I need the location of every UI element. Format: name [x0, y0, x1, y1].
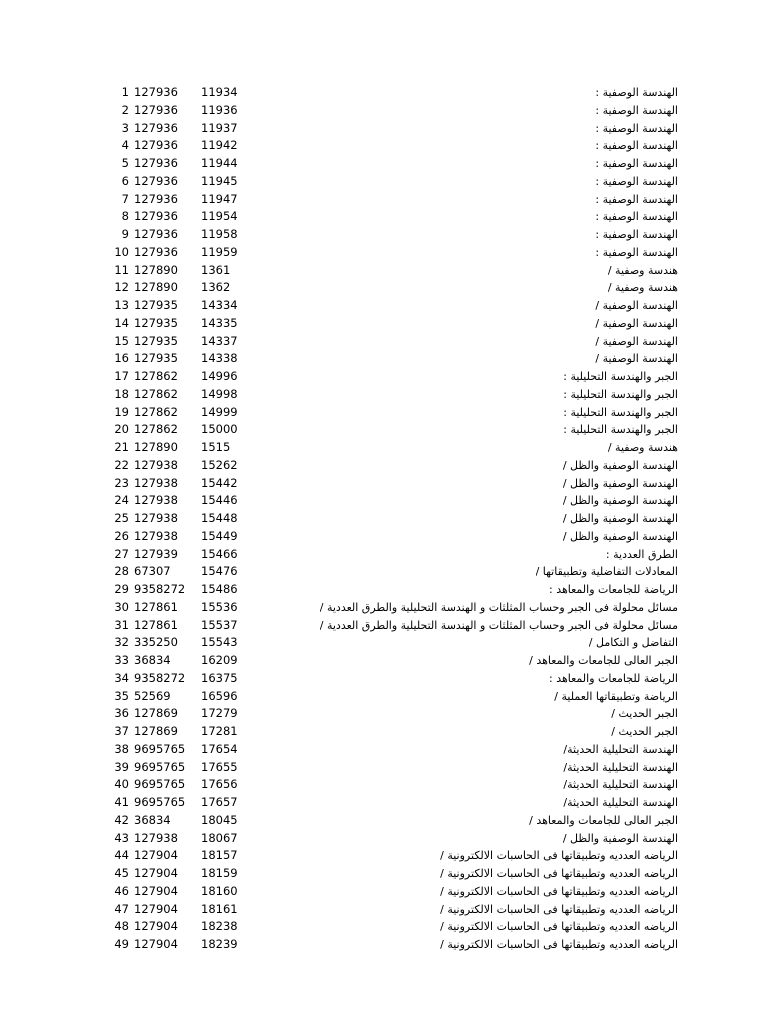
table-row	[0, 333, 768, 351]
row-number: 23	[114, 475, 129, 490]
record-code: 127936	[134, 244, 178, 259]
record-code: 9695765	[134, 777, 186, 792]
record-code: 9358272	[134, 582, 186, 596]
book-title: الهندسة الوصفية :	[595, 210, 678, 224]
book-title: الهندسة الوصفية والظل /	[562, 512, 678, 525]
record-code: 127904	[134, 937, 178, 951]
book-title: هندسة وصفية /	[607, 441, 678, 454]
accession-number: 18067	[201, 830, 238, 845]
row-number: 40	[114, 777, 129, 792]
record-code: 127904	[134, 883, 178, 898]
book-title: الهندسة الوصفية والظل /	[562, 529, 678, 543]
accession-number: 14999	[201, 404, 238, 419]
record-code: 127938	[134, 511, 178, 525]
book-title: الجبر والهندسة التحليلية :	[563, 423, 678, 437]
accession-number: 1515	[201, 440, 231, 454]
book-title: الرياضه العدديه وتطبيقاتها فى الحاسبات الالكترونية /	[440, 902, 678, 916]
book-title: الرياضه العدديه وتطبيقاتها فى الحاسبات الالكترونية /	[440, 849, 678, 863]
accession-number: 18045	[201, 812, 238, 827]
record-code: 127936	[134, 209, 178, 224]
table-row	[0, 776, 768, 794]
table-row	[0, 84, 768, 102]
table-row	[0, 155, 768, 173]
accession-number: 18161	[201, 901, 238, 916]
row-number: 35	[114, 688, 129, 703]
record-code: 36834	[134, 653, 171, 667]
book-title: الهندسة الوصفية :	[595, 86, 678, 99]
accession-number: 17657	[201, 795, 238, 809]
row-number: 7	[121, 191, 129, 206]
row-number: 33	[114, 653, 129, 667]
row-number: 21	[114, 440, 129, 454]
accession-number: 17655	[201, 759, 238, 774]
record-code: 127861	[134, 617, 178, 632]
table-row	[0, 634, 768, 652]
book-title: الرياضة للجامعات والمعاهد :	[549, 583, 678, 596]
row-number: 14	[114, 315, 129, 330]
row-number: 42	[114, 812, 129, 827]
table-row	[0, 226, 768, 244]
accession-number: 14337	[201, 333, 238, 348]
table-row	[0, 315, 768, 333]
table-row	[0, 794, 768, 812]
record-code: 9695765	[134, 741, 186, 756]
accession-number: 15442	[201, 475, 238, 490]
book-title: هندسة وصفية /	[607, 281, 678, 295]
table-row	[0, 404, 768, 422]
table-row	[0, 421, 768, 439]
table-row	[0, 759, 768, 777]
table-row	[0, 191, 768, 209]
book-title: الهندسة الوصفية /	[595, 334, 678, 348]
book-title: الرياضه العدديه وتطبيقاتها فى الحاسبات الالكترونية /	[440, 938, 678, 951]
record-code: 127936	[134, 85, 178, 99]
book-title: الرياضه العدديه وتطبيقاتها فى الحاسبات الالكترونية /	[440, 867, 678, 880]
record-code: 127938	[134, 830, 178, 845]
book-title: الجبر الحديث /	[611, 707, 678, 721]
record-code: 67307	[134, 564, 171, 579]
accession-number: 17654	[201, 741, 238, 756]
book-title: الهندسة التحليلية الحديثة/	[563, 742, 678, 756]
table-row	[0, 528, 768, 546]
row-number: 47	[114, 901, 129, 916]
accession-number: 15448	[201, 511, 238, 525]
accession-number: 14338	[201, 351, 238, 366]
accession-number: 15486	[201, 582, 238, 596]
record-code: 127904	[134, 866, 178, 880]
book-title: الهندسة الوصفية /	[595, 316, 678, 330]
row-number: 32	[114, 635, 129, 650]
book-title: الهندسة الوصفية :	[595, 245, 678, 259]
accession-number: 15537	[201, 617, 238, 632]
accession-number: 11944	[201, 156, 238, 170]
record-code: 127938	[134, 528, 178, 543]
row-number: 13	[114, 298, 129, 312]
accession-number: 11936	[201, 102, 238, 117]
record-code: 335250	[134, 635, 178, 650]
book-title: الهندسة الوصفية والظل /	[562, 458, 678, 472]
table-row	[0, 865, 768, 883]
record-code: 127935	[134, 351, 178, 366]
book-title: الهندسة التحليلية الحديثة/	[563, 778, 678, 792]
row-number: 48	[114, 919, 129, 934]
accession-number: 17281	[201, 724, 238, 738]
row-number: 6	[121, 173, 129, 188]
table-row	[0, 581, 768, 599]
record-code: 127939	[134, 546, 178, 561]
table-row	[0, 279, 768, 297]
table-row	[0, 244, 768, 262]
table-row	[0, 883, 768, 901]
row-number: 8	[121, 209, 129, 224]
record-code: 127861	[134, 599, 178, 614]
row-number: 22	[114, 457, 129, 472]
table-row	[0, 297, 768, 315]
table-row	[0, 617, 768, 635]
record-code: 127938	[134, 493, 178, 508]
row-number: 11	[114, 262, 129, 277]
row-number: 26	[114, 528, 129, 543]
row-number: 27	[114, 546, 129, 561]
table-row	[0, 350, 768, 368]
row-number: 9	[121, 227, 129, 241]
record-code: 127890	[134, 280, 178, 295]
record-code: 127935	[134, 315, 178, 330]
row-number: 34	[114, 670, 129, 685]
accession-number: 15000	[201, 422, 238, 437]
book-title: الجبر العالى للجامعات والمعاهد /	[529, 654, 678, 667]
record-code: 52569	[134, 688, 171, 703]
table-row	[0, 741, 768, 759]
table-row	[0, 475, 768, 493]
table-row	[0, 670, 768, 688]
book-title: الرياضه العدديه وتطبيقاتها فى الحاسبات الالكترونية /	[440, 920, 678, 934]
accession-number: 18238	[201, 919, 238, 934]
accession-number: 18239	[201, 937, 238, 951]
book-title: الهندسة الوصفية /	[595, 352, 678, 366]
row-number: 31	[114, 617, 129, 632]
book-title: الطرق العددية :	[605, 547, 678, 561]
row-number: 30	[114, 599, 129, 614]
book-title: الجبر والهندسة التحليلية :	[563, 370, 678, 383]
accession-number: 11958	[201, 227, 238, 241]
record-code: 127890	[134, 262, 178, 277]
table-row	[0, 652, 768, 670]
record-code: 127936	[134, 102, 178, 117]
table-row	[0, 492, 768, 510]
book-title: الرياضه العدديه وتطبيقاتها فى الحاسبات الالكترونية /	[440, 884, 678, 898]
accession-number: 16209	[201, 653, 238, 667]
book-title: مسائل محلولة فى الجبر وحساب المثلثات و الهندسة التحليلية والطرق العددية /	[319, 600, 678, 614]
record-code: 127862	[134, 404, 178, 419]
record-code: 9695765	[134, 795, 186, 809]
accession-number: 15466	[201, 546, 238, 561]
accession-number: 14996	[201, 369, 238, 383]
book-title: الهندسة الوصفية :	[595, 192, 678, 206]
record-code: 127936	[134, 227, 178, 241]
row-number: 4	[121, 138, 129, 153]
accession-number: 14998	[201, 386, 238, 401]
table-row	[0, 901, 768, 919]
table-row	[0, 137, 768, 155]
row-number: 15	[114, 333, 129, 348]
accession-number: 11947	[201, 191, 238, 206]
accession-number: 18160	[201, 883, 238, 898]
book-title: الهندسة الوصفية :	[595, 157, 678, 170]
table-row	[0, 812, 768, 830]
table-row	[0, 386, 768, 404]
book-title: الهندسة الوصفية /	[595, 299, 678, 312]
accession-number: 15536	[201, 599, 238, 614]
row-number: 25	[114, 511, 129, 525]
row-number: 49	[114, 937, 129, 951]
accession-number: 11945	[201, 173, 238, 188]
record-code: 127904	[134, 919, 178, 934]
table-row	[0, 510, 768, 528]
record-code: 127936	[134, 173, 178, 188]
book-title: الهندسة الوصفية :	[595, 174, 678, 188]
row-number: 12	[114, 280, 129, 295]
accession-number: 18157	[201, 848, 238, 863]
book-title: الجبر والهندسة التحليلية :	[563, 405, 678, 419]
accession-number: 1362	[201, 280, 231, 295]
book-title: الهندسة الوصفية :	[595, 139, 678, 153]
record-code: 36834	[134, 812, 171, 827]
accession-number: 11934	[201, 85, 238, 99]
record-code: 127936	[134, 120, 178, 135]
book-title: المعادلات التفاضلية وتطبيقاتها /	[535, 565, 678, 579]
row-number: 19	[114, 404, 129, 419]
accession-number: 14334	[201, 298, 238, 312]
row-number: 20	[114, 422, 129, 437]
record-code: 127936	[134, 191, 178, 206]
record-code: 127862	[134, 386, 178, 401]
accession-number: 15543	[201, 635, 238, 650]
row-number: 18	[114, 386, 129, 401]
book-title: الهندسة الوصفية :	[595, 228, 678, 241]
accession-number: 16375	[201, 670, 238, 685]
book-title: الهندسة الوصفية :	[595, 103, 678, 117]
table-row	[0, 120, 768, 138]
row-number: 16	[114, 351, 129, 366]
row-number: 36	[114, 706, 129, 721]
table-row	[0, 102, 768, 120]
record-code: 127890	[134, 440, 178, 454]
table-row	[0, 830, 768, 848]
book-title: الهندسة الوصفية والظل /	[562, 494, 678, 508]
record-code: 127935	[134, 298, 178, 312]
accession-number: 18159	[201, 866, 238, 880]
book-title: الرياضة للجامعات والمعاهد :	[549, 671, 678, 685]
record-code: 9358272	[134, 670, 186, 685]
table-row	[0, 368, 768, 386]
row-number: 41	[114, 795, 129, 809]
table-row	[0, 936, 768, 954]
book-title: الهندسة الوصفية والظل /	[562, 476, 678, 490]
record-code: 127935	[134, 333, 178, 348]
table-row	[0, 439, 768, 457]
table-row	[0, 546, 768, 564]
row-number: 44	[114, 848, 129, 863]
record-code: 127904	[134, 848, 178, 863]
record-code: 127936	[134, 138, 178, 153]
accession-number: 17279	[201, 706, 238, 721]
record-code: 127938	[134, 475, 178, 490]
record-code: 9695765	[134, 759, 186, 774]
accession-number: 17656	[201, 777, 238, 792]
book-title: مسائل محلولة فى الجبر وحساب المثلثات و الهندسة التحليلية والطرق العددية /	[319, 618, 678, 632]
row-number: 17	[114, 369, 129, 383]
book-title: الهندسة الوصفية والظل /	[562, 831, 678, 845]
accession-number: 15449	[201, 528, 238, 543]
accession-number: 14335	[201, 315, 238, 330]
book-title: الهندسة الوصفية :	[595, 121, 678, 135]
record-code: 127936	[134, 156, 178, 170]
record-code: 127938	[134, 457, 178, 472]
accession-number: 1361	[201, 262, 231, 277]
accession-number: 15262	[201, 457, 238, 472]
row-number: 5	[121, 156, 129, 170]
row-number: 38	[114, 741, 129, 756]
table-row	[0, 599, 768, 617]
table-row	[0, 723, 768, 741]
book-title: الجبر العالى للجامعات والمعاهد /	[529, 813, 678, 827]
table-row	[0, 457, 768, 475]
row-number: 29	[114, 582, 129, 596]
table-row	[0, 208, 768, 226]
book-title: هندسة وصفية /	[607, 263, 678, 277]
book-title: الجبر الحديث /	[611, 725, 678, 738]
accession-number: 11959	[201, 244, 238, 259]
accession-number: 15476	[201, 564, 238, 579]
row-number: 2	[121, 102, 129, 117]
row-number: 37	[114, 724, 129, 738]
records-list	[0, 84, 768, 954]
table-row	[0, 563, 768, 581]
record-code: 127862	[134, 369, 178, 383]
record-code: 127862	[134, 422, 178, 437]
table-row	[0, 705, 768, 723]
row-number: 39	[114, 759, 129, 774]
book-title: الرياضة وتطبيقاتها العملية /	[554, 689, 678, 703]
row-number: 43	[114, 830, 129, 845]
accession-number: 11954	[201, 209, 238, 224]
book-title: الهندسة التحليلية الحديثة/	[563, 796, 678, 809]
record-code: 127869	[134, 724, 178, 738]
accession-number: 16596	[201, 688, 238, 703]
book-title: الجبر والهندسة التحليلية :	[563, 387, 678, 401]
book-title: التفاضل و التكامل /	[588, 636, 678, 650]
row-number: 10	[114, 244, 129, 259]
accession-number: 11942	[201, 138, 238, 153]
row-number: 24	[114, 493, 129, 508]
row-number: 1	[121, 85, 129, 99]
table-row	[0, 262, 768, 280]
book-title: الهندسة التحليلية الحديثة/	[563, 760, 678, 774]
record-code: 127869	[134, 706, 178, 721]
row-number: 46	[114, 883, 129, 898]
table-row	[0, 918, 768, 936]
table-row	[0, 173, 768, 191]
row-number: 28	[114, 564, 129, 579]
row-number: 3	[121, 120, 129, 135]
accession-number: 15446	[201, 493, 238, 508]
record-code: 127904	[134, 901, 178, 916]
table-row	[0, 688, 768, 706]
row-number: 45	[114, 866, 129, 880]
table-row	[0, 847, 768, 865]
accession-number: 11937	[201, 120, 238, 135]
